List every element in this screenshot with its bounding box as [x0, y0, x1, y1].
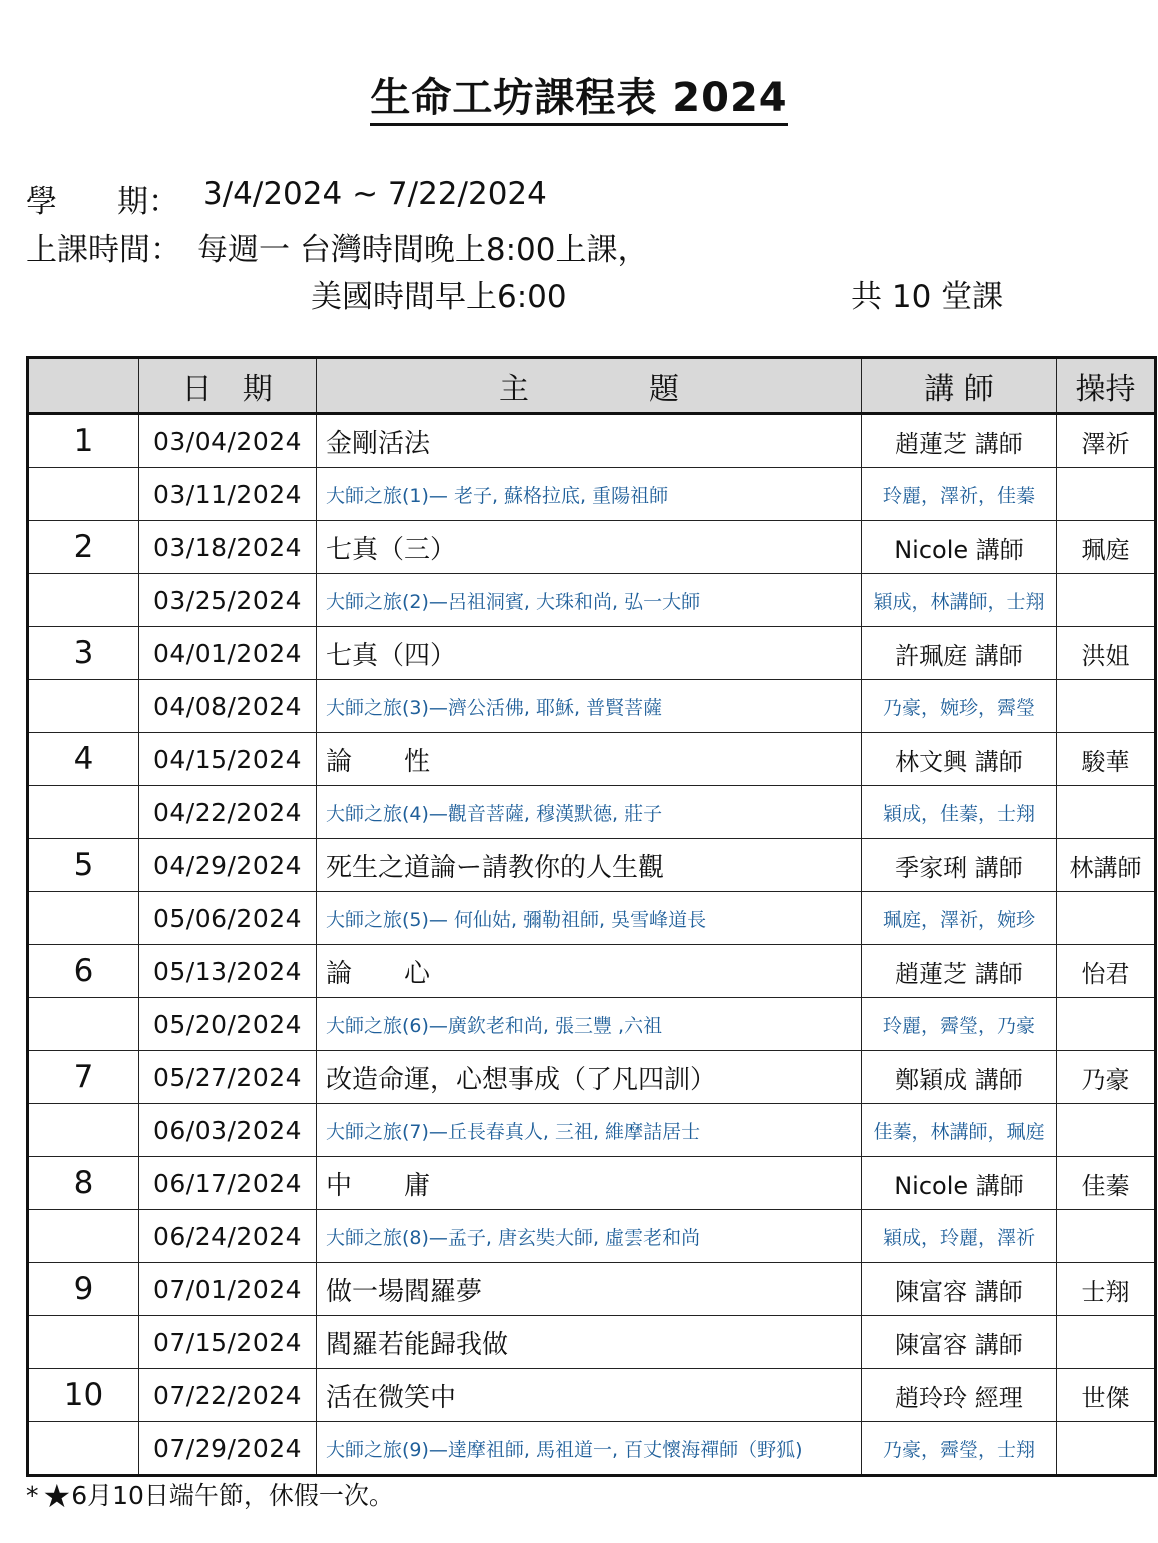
cell-num: 1	[28, 414, 139, 468]
table-row	[28, 1263, 1156, 1316]
cell-topic: 死生之道論ー請教你的人生觀	[317, 839, 862, 892]
table-row	[28, 1210, 1156, 1263]
cell-topic: 大師之旅(3)—濟公活佛, 耶穌, 普賢菩薩	[317, 680, 862, 733]
table-row	[28, 1157, 1156, 1210]
cell-teacher: 佳蓁，林講師，珮庭	[862, 1104, 1057, 1157]
cell-teacher: 陳富容 講師	[862, 1316, 1057, 1369]
term-label-1: 學	[26, 184, 57, 220]
page-title	[0, 66, 1158, 123]
cell-date: 06/17/2024	[139, 1157, 317, 1210]
cell-teacher: 趙蓮芝 講師	[862, 945, 1057, 998]
cell-date: 03/04/2024	[139, 414, 317, 468]
cell-date: 06/03/2024	[139, 1104, 317, 1157]
cell-teacher: 珮庭，澤祈，婉珍	[862, 892, 1057, 945]
cell-date: 04/22/2024	[139, 786, 317, 839]
cell-topic: 論 性	[317, 733, 862, 786]
cell-num	[28, 1316, 139, 1369]
table-row	[28, 839, 1156, 892]
cell-host: 駿華	[1057, 733, 1156, 786]
table-row	[28, 1422, 1156, 1476]
class-total-count: 共 10 堂課	[851, 279, 1004, 315]
cell-host	[1057, 1316, 1156, 1369]
cell-date: 07/01/2024	[139, 1263, 317, 1316]
cell-host: 乃豪	[1057, 1051, 1156, 1104]
header-teacher: 講 師	[862, 358, 1057, 414]
header-host: 操持	[1057, 358, 1156, 414]
cell-host: 佳蓁	[1057, 1157, 1156, 1210]
cell-num	[28, 1210, 139, 1263]
table-row	[28, 1316, 1156, 1369]
cell-host: 士翔	[1057, 1263, 1156, 1316]
cell-topic: 改造命運，心想事成（了凡四訓）	[317, 1051, 862, 1104]
cell-teacher: Nicole 講師	[862, 521, 1057, 574]
table-row	[28, 414, 1156, 468]
cell-num: 9	[28, 1263, 139, 1316]
cell-topic: 大師之旅(5)— 何仙姑, 彌勒祖師, 吳雪峰道長	[317, 892, 862, 945]
cell-topic: 閻羅若能歸我做	[317, 1316, 862, 1369]
cell-teacher: 季家琍 講師	[862, 839, 1057, 892]
cell-host: 世傑	[1057, 1369, 1156, 1422]
cell-num: 4	[28, 733, 139, 786]
cell-teacher: 玲麗，霽瑩，乃豪	[862, 998, 1057, 1051]
cell-num	[28, 574, 139, 627]
cell-num	[28, 786, 139, 839]
cell-topic: 七真（三）	[317, 521, 862, 574]
footnote-asterisk: *	[26, 1481, 39, 1510]
cell-topic: 金剛活法	[317, 414, 862, 468]
table-row	[28, 733, 1156, 786]
table-row	[28, 468, 1156, 521]
cell-num: 8	[28, 1157, 139, 1210]
cell-host: 珮庭	[1057, 521, 1156, 574]
cell-num: 10	[28, 1369, 139, 1422]
cell-date: 07/15/2024	[139, 1316, 317, 1369]
cell-teacher: 玲麗，澤祈，佳蓁	[862, 468, 1057, 521]
cell-num: 7	[28, 1051, 139, 1104]
footnote-text: 6月10日端午節，休假一次。	[71, 1481, 394, 1510]
cell-host	[1057, 574, 1156, 627]
cell-date: 03/18/2024	[139, 521, 317, 574]
cell-date: 04/08/2024	[139, 680, 317, 733]
term-value: 3/4/2024 ~ 7/22/2024	[203, 176, 547, 212]
table-row	[28, 1369, 1156, 1422]
table-row	[28, 892, 1156, 945]
cell-topic: 活在微笑中	[317, 1369, 862, 1422]
cell-date: 04/29/2024	[139, 839, 317, 892]
cell-teacher: 穎成，玲麗，澤祈	[862, 1210, 1057, 1263]
cell-teacher: 陳富容 講師	[862, 1263, 1057, 1316]
class-time-us: 美國時間早上6:00	[311, 279, 567, 315]
cell-host: 怡君	[1057, 945, 1156, 998]
cell-teacher: 許珮庭 講師	[862, 627, 1057, 680]
cell-num: 3	[28, 627, 139, 680]
table-row	[28, 786, 1156, 839]
cell-host: 洪姐	[1057, 627, 1156, 680]
table-row	[28, 627, 1156, 680]
cell-date: 03/25/2024	[139, 574, 317, 627]
cell-topic: 大師之旅(8)—孟子, 唐玄奘大師, 虛雲老和尚	[317, 1210, 862, 1263]
class-time-label: 上課時間：	[26, 232, 181, 268]
cell-host: 澤祈	[1057, 414, 1156, 468]
cell-date: 07/22/2024	[139, 1369, 317, 1422]
header-date: 日 期	[139, 358, 317, 414]
cell-host: 林講師	[1057, 839, 1156, 892]
schedule-header-row	[28, 358, 1156, 414]
cell-topic: 中 庸	[317, 1157, 862, 1210]
cell-date: 06/24/2024	[139, 1210, 317, 1263]
table-row	[28, 574, 1156, 627]
cell-host	[1057, 998, 1156, 1051]
cell-teacher: 林文興 講師	[862, 733, 1057, 786]
cell-date: 07/29/2024	[139, 1422, 317, 1476]
cell-date: 05/06/2024	[139, 892, 317, 945]
cell-host	[1057, 1104, 1156, 1157]
cell-topic: 大師之旅(7)—丘長春真人, 三祖, 維摩詰居士	[317, 1104, 862, 1157]
cell-num	[28, 892, 139, 945]
cell-host	[1057, 892, 1156, 945]
table-row	[28, 945, 1156, 998]
cell-teacher: 乃豪，霽瑩，士翔	[862, 1422, 1057, 1476]
cell-topic: 大師之旅(1)— 老子, 蘇格拉底, 重陽祖師	[317, 468, 862, 521]
cell-teacher: 趙玲玲 經理	[862, 1369, 1057, 1422]
cell-topic: 大師之旅(6)—廣欽老和尚, 張三豐 ,六祖	[317, 998, 862, 1051]
cell-date: 05/27/2024	[139, 1051, 317, 1104]
cell-topic: 大師之旅(2)—呂祖洞賓, 大珠和尚, 弘一大師	[317, 574, 862, 627]
cell-host	[1057, 786, 1156, 839]
star-icon: ★	[42, 1477, 72, 1515]
footnote	[26, 1476, 394, 1515]
page-title-text: 生命工坊課程表 2024	[370, 75, 787, 126]
schedule-table	[26, 356, 1157, 1477]
cell-num	[28, 1104, 139, 1157]
table-row	[28, 998, 1156, 1051]
cell-host	[1057, 1422, 1156, 1476]
cell-teacher: 穎成，林講師，士翔	[862, 574, 1057, 627]
cell-topic: 大師之旅(9)—達摩祖師, 馬祖道一, 百丈懷海禪師（野狐)	[317, 1422, 862, 1476]
cell-host	[1057, 680, 1156, 733]
cell-date: 04/15/2024	[139, 733, 317, 786]
cell-topic: 七真（四）	[317, 627, 862, 680]
cell-date: 03/11/2024	[139, 468, 317, 521]
cell-teacher: Nicole 講師	[862, 1157, 1057, 1210]
table-row	[28, 1104, 1156, 1157]
header-topic: 主 題	[317, 358, 862, 414]
cell-date: 05/20/2024	[139, 998, 317, 1051]
cell-topic: 做一場閻羅夢	[317, 1263, 862, 1316]
schedule-body	[28, 414, 1156, 1476]
cell-teacher: 穎成，佳蓁，士翔	[862, 786, 1057, 839]
cell-host	[1057, 1210, 1156, 1263]
term-label-2: 期：	[117, 184, 179, 220]
cell-num	[28, 468, 139, 521]
cell-topic: 大師之旅(4)—觀音菩薩, 穆漢默德, 莊子	[317, 786, 862, 839]
cell-num	[28, 680, 139, 733]
cell-date: 05/13/2024	[139, 945, 317, 998]
table-row	[28, 1051, 1156, 1104]
cell-teacher: 趙蓮芝 講師	[862, 414, 1057, 468]
cell-num: 2	[28, 521, 139, 574]
term-label	[26, 176, 179, 221]
header-num	[28, 358, 139, 414]
cell-teacher: 乃豪，婉珍，霽瑩	[862, 680, 1057, 733]
cell-teacher: 鄭穎成 講師	[862, 1051, 1057, 1104]
cell-host	[1057, 468, 1156, 521]
cell-num	[28, 998, 139, 1051]
cell-date: 04/01/2024	[139, 627, 317, 680]
table-row	[28, 521, 1156, 574]
class-time-taiwan: 每週一 台灣時間晚上8:00上課，	[197, 232, 649, 268]
cell-topic: 論 心	[317, 945, 862, 998]
cell-num: 6	[28, 945, 139, 998]
cell-num	[28, 1422, 139, 1476]
table-row	[28, 680, 1156, 733]
cell-num: 5	[28, 839, 139, 892]
